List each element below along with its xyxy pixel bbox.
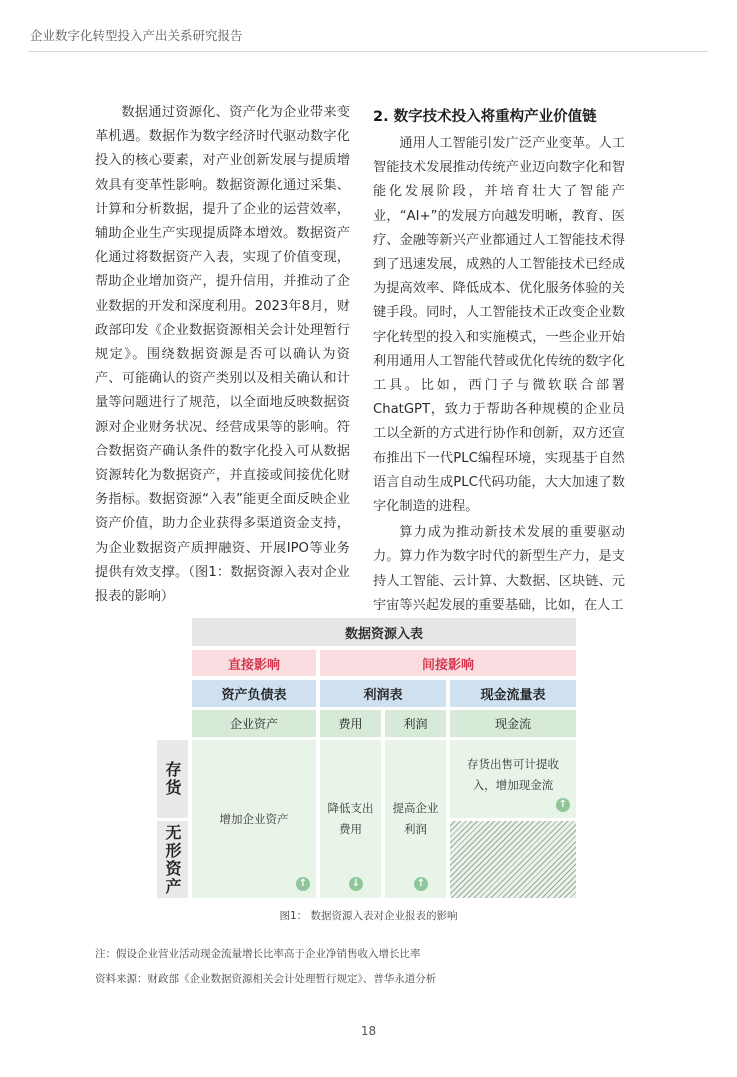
arrow-up-icon: ↑ bbox=[296, 877, 310, 891]
figure-note: 注：假设企业营业活动现金流量增长比率高于企业净销售收入增长比率 bbox=[95, 948, 421, 960]
cell-reduce-expense bbox=[320, 740, 381, 898]
hatched-not-applicable-cell bbox=[450, 821, 576, 898]
body-paragraph: 算力成为推动新技术发展的重要驱动力。算力作为数字时代的新型生产力，是支持人工智能、云计算、大数据、区块链、元宇宙等兴起发展的重要基础，比如，在人工 bbox=[373, 525, 625, 613]
left-column bbox=[95, 101, 350, 609]
page-number: 18 bbox=[360, 1024, 377, 1038]
cell-text: 降低支出费用 bbox=[327, 801, 374, 836]
cash-flow-statement-header: 现金流量表 bbox=[450, 680, 576, 707]
direct-impact-header: 直接影响 bbox=[192, 650, 316, 676]
cell-text: 增加企业资产 bbox=[219, 811, 289, 826]
balance-sheet-header: 资产负债表 bbox=[192, 680, 316, 707]
item-enterprise-assets: 企业资产 bbox=[192, 710, 316, 737]
cell-increase-assets bbox=[192, 740, 316, 898]
row-label-inventory: 存货 bbox=[157, 740, 188, 818]
cell-text: 存货出售可计提收入，增加现金流 bbox=[467, 757, 559, 792]
row-label-intangible-assets: 无形资产 bbox=[157, 821, 188, 898]
figure-data-resource-table bbox=[157, 618, 577, 898]
item-profit: 利润 bbox=[385, 710, 446, 737]
figure-source: 资料来源：财政部《企业数据资源相关会计处理暂行规定》、普华永道分析 bbox=[95, 973, 437, 985]
item-cash-flow: 现金流 bbox=[450, 710, 576, 737]
body-paragraph: 通用人工智能引发广泛产业变革。人工智能技术发展推动传统产业迈向数字化和智能化发展阶段，并培育壮大了智能产业，“AI+”的发展方向越发明晰，教育、医疗、金融等新兴产业都通过人工智能技术得到了迅速发展，成熟的人工智能技术已经成为提高效率、降低成本、优化服务体验的关键手段。同时，人工智能技术正改变企业数字化转型的投入和实施模式，一些企业开始利用通用人工智能代替或优化传统的数字化工具。比如，西门子与微软联合部署ChatGPT，致力于帮助各种规模的企业员工以全新的方式进行协作和创新，双方还宣布推出下一代PLC编程环境，实现基于自然语言自动生成PLC代码功能，大大加速了数字化制造的进程。 bbox=[373, 136, 625, 515]
item-expense: 费用 bbox=[320, 710, 381, 737]
cell-increase-profit bbox=[385, 740, 446, 898]
arrow-down-icon: ↓ bbox=[349, 877, 363, 891]
income-statement-header: 利润表 bbox=[320, 680, 446, 707]
right-column bbox=[373, 106, 625, 620]
section-heading: 2. 数字技术投入将重构产业价值链 bbox=[373, 109, 597, 125]
figure-title: 数据资源入表 bbox=[192, 618, 576, 646]
indirect-impact-header: 间接影响 bbox=[320, 650, 576, 676]
arrow-up-icon: ↑ bbox=[556, 798, 570, 812]
cell-text: 提高企业利润 bbox=[392, 801, 439, 836]
cell-increase-cash bbox=[450, 740, 576, 818]
arrow-up-icon: ↑ bbox=[414, 877, 428, 891]
figure-caption: 图1： 数据资源入表对企业报表的影响 bbox=[279, 910, 458, 922]
body-paragraph: 数据通过资源化、资产化为企业带来变革机遇。数据作为数字经济时代驱动数字化投入的核心要素，对产业创新发展与提质增效具有变革性影响。数据资源化通过采集、计算和分析数据，提升了企业的运营效率，辅助企业生产实现提质降本增效。数据资产化通过将数据资产入表，实现了价值变现，帮助企业增加资产，提升信用，并推动了企业数据的开发和深度利用。2023年8月，财政部印发《企业数据资源相关会计处理暂行规定》。围绕数据资源是否可以确认为资产、可能确认的资产类别以及相关确认和计量等问题进行了规范，以全面地反映数据资源对企业财务状况、经营成果等的影响。符合数据资产确认条件的数字化投入可从数据资源转化为数据资产，并直接或间接优化财务指标。数据资源“入表”能更全面反映企业资产价值，助力企业获得多渠道资金支持，为企业数据资产质押融资、开展IPO等业务提供有效支撑。（图1：数据资源入表对企业报表的影响） bbox=[95, 105, 350, 605]
header-divider bbox=[28, 51, 708, 52]
running-header: 企业数字化转型投入产出关系研究报告 bbox=[30, 28, 243, 43]
